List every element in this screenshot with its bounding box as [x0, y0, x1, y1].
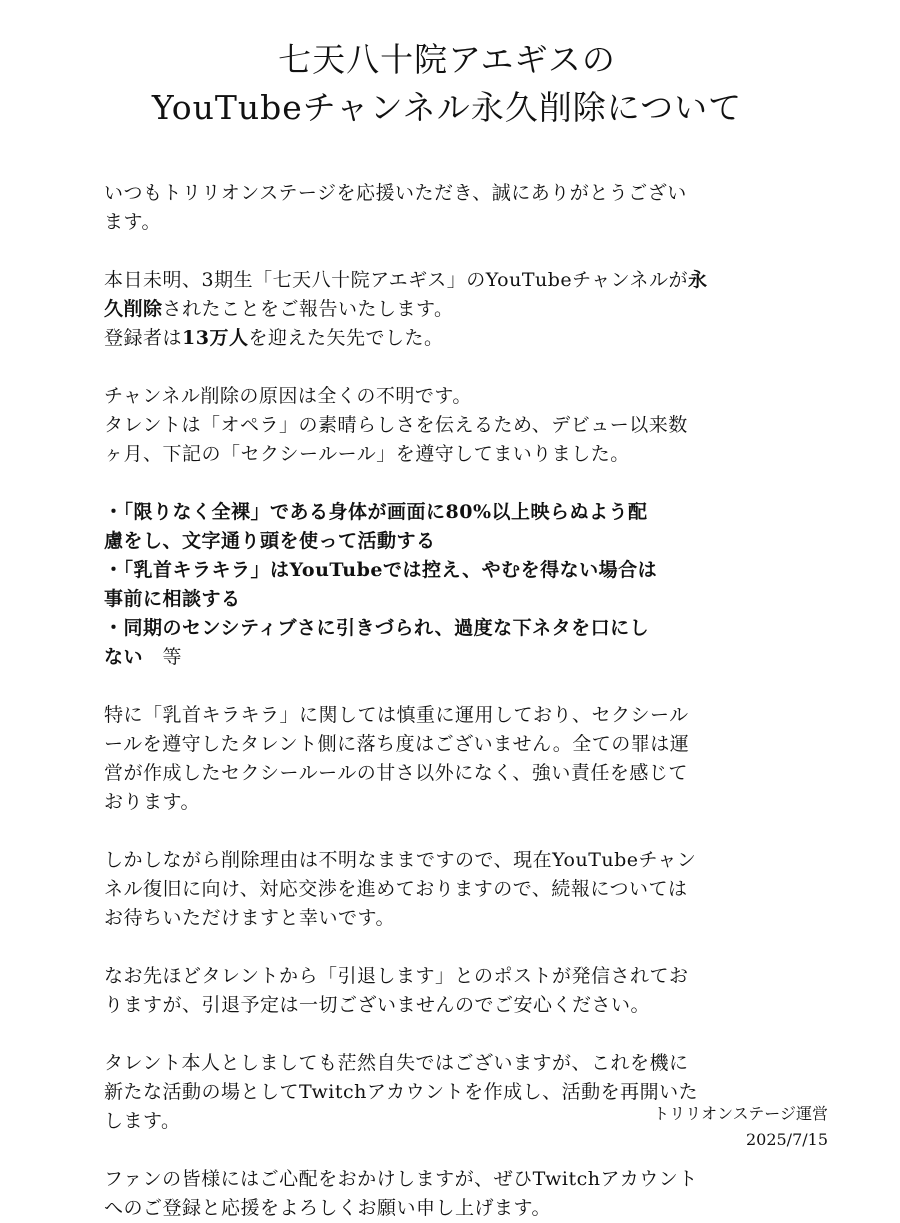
- responsibility-paragraph: [104, 701, 790, 817]
- responsibility-line: 営が作成したセクシールールの甘さ以外になく、強い責任を感じて: [104, 762, 688, 784]
- greeting-paragraph: [104, 179, 790, 237]
- announcement-body: [104, 179, 790, 1223]
- rule-item: 慮をし、文字通り頭を使って活動する: [104, 530, 436, 552]
- cause-line: タレントは「オペラ」の素晴らしさを伝えるため、デビュー以来数: [104, 414, 688, 436]
- report-line: [104, 295, 790, 324]
- recovery-line: ネル復旧に向け、対応交渉を進めておりますので、続報については: [104, 878, 688, 900]
- rule-item: 事前に相談する: [104, 588, 241, 610]
- retirement-line: なお先ほどタレントから「引退します」とのポストが発信されてお: [104, 965, 689, 987]
- responsibility-line: 特に「乳首キラキラ」に関しては慎重に運用しており、セクシール: [104, 704, 689, 726]
- recovery-line: しかしながら削除理由は不明なままですので、現在YouTubeチャン: [104, 849, 697, 871]
- retirement-paragraph: [104, 962, 790, 1020]
- responsibility-line: おります。: [104, 791, 200, 813]
- subscriber-line: [104, 324, 790, 353]
- rule-item: [104, 643, 790, 672]
- report-line: [104, 266, 790, 295]
- publish-date: 2025/7/15: [745, 1130, 828, 1149]
- report-text: されたことをご報告いたします。: [162, 298, 454, 320]
- sexy-rules-list: [104, 498, 790, 672]
- twitch-line: タレント本人としましても茫然自失ではございますが、これを機に: [104, 1052, 689, 1074]
- twitch-line: します。: [104, 1110, 181, 1132]
- greeting-line: いつもトリリオンステージを応援いただき、誠にありがとうござい: [104, 182, 687, 204]
- cause-line: ヶ月、下記の「セクシールール」を遵守してまいりました。: [104, 443, 630, 465]
- twitch-line: 新たな活動の場としてTwitchアカウントを作成し、活動を再開いた: [104, 1081, 699, 1103]
- cause-paragraph: [104, 382, 790, 469]
- report-text: 本日未明、3期生「七天八十院アエギス」のYouTubeチャンネルが: [104, 269, 689, 291]
- rule-etc: 等: [143, 646, 183, 668]
- retirement-line: りますが、引退予定は一切ございませんのでご安心ください。: [104, 994, 651, 1016]
- greeting-line: ます。: [104, 211, 161, 233]
- title-line-2: YouTubeチャンネル永久削除について: [151, 88, 743, 127]
- signature-block: [653, 1101, 828, 1153]
- subscriber-count: 13万人: [182, 327, 249, 349]
- organization-name: トリリオンステージ運営: [653, 1104, 828, 1123]
- recovery-paragraph: [104, 846, 790, 933]
- responsibility-line: ールを遵守したタレント側に落ち度はございません。全ての罪は運: [104, 733, 690, 755]
- closing-paragraph: [104, 1165, 790, 1223]
- report-text: 登録者は: [104, 327, 183, 349]
- report-paragraph: [104, 266, 790, 353]
- rule-item: ・「乳首キラキラ」はYouTubeでは控え、やむを得ない場合は: [104, 559, 658, 581]
- cause-line: チャンネル削除の原因は全くの不明です。: [104, 385, 472, 407]
- title-line-1: 七天八十院アエギスの: [278, 40, 616, 79]
- report-emphasis: 久削除: [104, 298, 163, 320]
- rule-item: ・「限りなく全裸」である身体が画面に80%以上映らぬよう配: [104, 501, 648, 523]
- report-emphasis: 永: [688, 269, 708, 291]
- report-text: を迎えた矢先でした。: [248, 327, 444, 349]
- rule-text: ない: [104, 646, 144, 668]
- page-title: [104, 36, 790, 132]
- closing-line: ファンの皆様にはご心配をおかけしますが、ぜひTwitchアカウント: [104, 1168, 698, 1190]
- rule-item: ・同期のセンシティブさに引きづられ、過度な下ネタを口にし: [104, 617, 650, 639]
- closing-line: へのご登録と応援をよろしくお願い申し上げます。: [104, 1197, 551, 1219]
- recovery-line: お待ちいただけますと幸いです。: [104, 907, 395, 929]
